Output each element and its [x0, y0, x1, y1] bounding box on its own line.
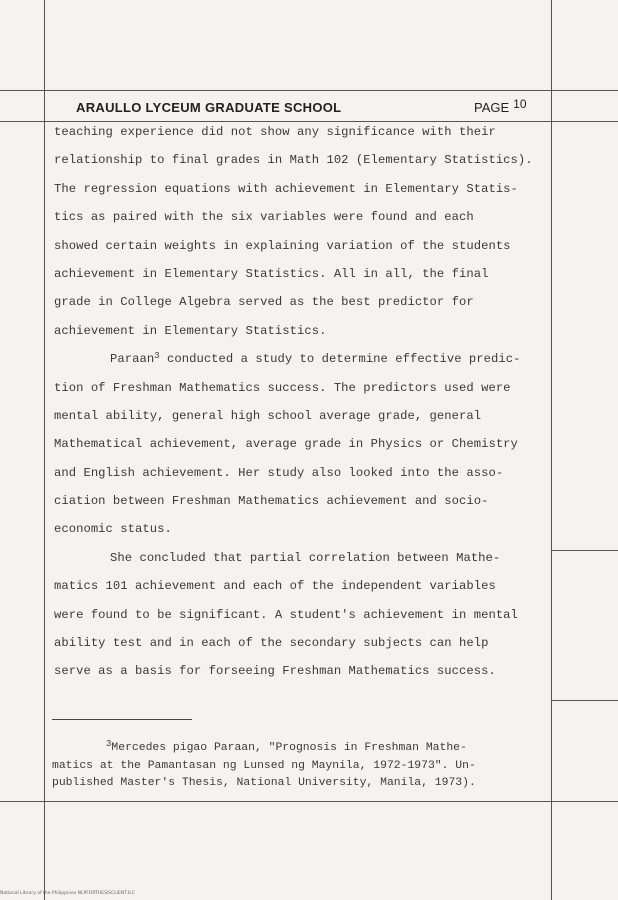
- footnote-marker: 3: [154, 351, 160, 362]
- text-line: mental ability, general high school average grade, general: [54, 408, 482, 423]
- footnote-line: [52, 740, 562, 758]
- text-line: tion of Freshman Mathematics success. The predictors used were: [54, 380, 511, 395]
- header-top-rule: [0, 90, 618, 91]
- body-text: [54, 118, 554, 686]
- right-column-rule: [551, 550, 618, 551]
- text-line: teaching experience did not show any significance with their: [54, 125, 496, 139]
- page-indicator: [474, 97, 527, 115]
- page-label: PAGE: [474, 100, 510, 115]
- text-line: The regression equations with achievement in Elementary Statis-: [54, 181, 518, 196]
- text-line: serve as a basis for forseeing Freshman Mathematics success.: [54, 664, 496, 679]
- text-line: achievement in Elementary Statistics. All in all, the final: [54, 266, 489, 281]
- text-line: ciation between Freshman Mathematics achievement and socio-: [54, 494, 489, 509]
- page-number: 10: [513, 97, 527, 111]
- paragraph-start: She concluded that partial correlation between Mathe-: [110, 550, 501, 565]
- author-name: Paraan: [110, 352, 155, 367]
- text-line: Mathematical achievement, average grade in Physics or Chemistry: [54, 437, 518, 452]
- school-heading: ARAULLO LYCEUM GRADUATE SCHOOL: [76, 100, 342, 115]
- text-line: achievement in Elementary Statistics.: [54, 323, 327, 338]
- text-line: relationship to final grades in Math 102 (Elementary Statistics).: [54, 153, 533, 168]
- text-line: tics as paired with the six variables were found and each: [54, 210, 474, 225]
- text-line: and English achievement. Her study also looked into the asso-: [54, 465, 504, 480]
- footer-rule: [0, 801, 618, 802]
- text-line: were found to be significant. A student's achievement in mental: [54, 607, 518, 622]
- scan-watermark: National Library of the Philippines NLPFORTHESISCLIENT.ILC: [0, 891, 135, 896]
- left-margin-rule: [44, 0, 45, 900]
- text-line: economic status.: [54, 522, 172, 537]
- footnote-text: Mercedes pigao Paraan, "Prognosis in Freshman Mathe-: [111, 742, 467, 754]
- footnote-number: 3: [106, 739, 112, 749]
- text-line: showed certain weights in explaining variation of the students: [54, 238, 511, 253]
- footnote-separator: [52, 719, 192, 720]
- footnote-line: matics at the Pamantasan ng Lunsed ng Maynila, 1972-1973". Un-: [52, 759, 476, 772]
- text-line: grade in College Algebra served as the best predictor for: [54, 295, 474, 310]
- footnote: [52, 740, 562, 793]
- text-fragment: conducted a study to determine effective predic-: [159, 352, 521, 367]
- text-line: ability test and in each of the secondary subjects can help: [54, 636, 489, 651]
- footnote-line: published Master's Thesis, National University, Manila, 1973).: [52, 777, 476, 789]
- right-column-rule: [551, 700, 618, 701]
- paragraph-start: [54, 345, 554, 373]
- text-line: matics 101 achievement and each of the independent variables: [54, 579, 496, 594]
